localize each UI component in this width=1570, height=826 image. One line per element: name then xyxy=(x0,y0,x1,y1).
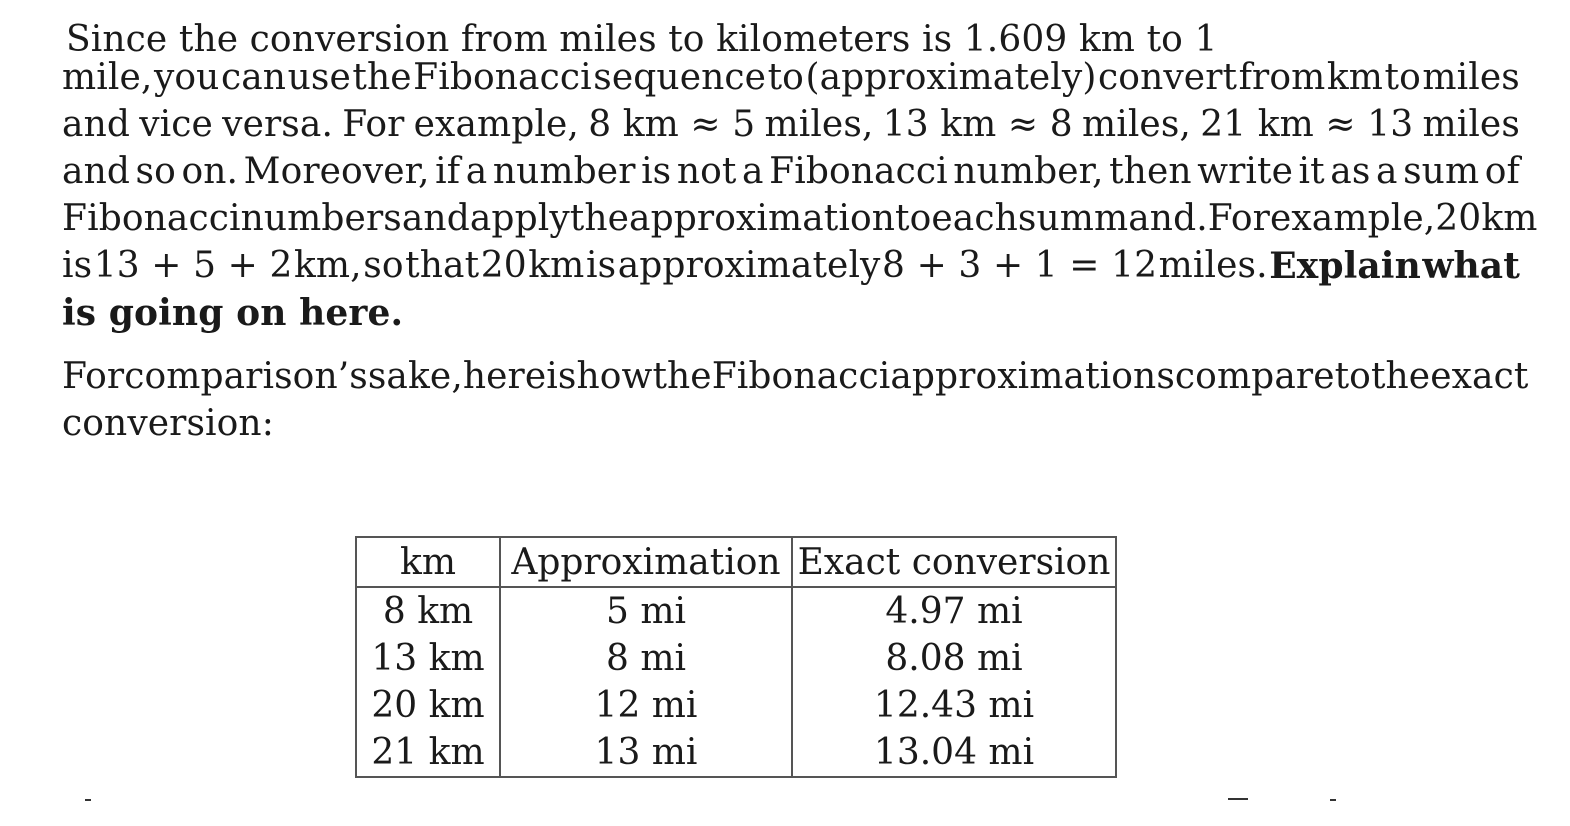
word: convert xyxy=(1098,57,1238,98)
word: how xyxy=(576,356,653,397)
header-exact-conversion: Exact conversion xyxy=(797,541,1111,583)
word: and xyxy=(62,151,130,192)
word: sake, xyxy=(367,356,463,397)
cell-exact: 12.43 mi xyxy=(873,685,1035,726)
word: 8 + 3 + 1 = 12 xyxy=(882,245,1158,286)
paragraph1-line-7-bold xyxy=(62,290,403,336)
word: write xyxy=(1197,151,1293,192)
word: you xyxy=(153,57,220,98)
word: the xyxy=(1370,356,1431,397)
paragraph1-line-6 xyxy=(62,243,1520,289)
word: can xyxy=(220,57,287,98)
cell-exact: 8.08 mi xyxy=(885,638,1023,679)
word: on. xyxy=(181,151,239,192)
word: here xyxy=(462,356,547,397)
cell-approximation: 12 mi xyxy=(500,682,792,729)
word: For xyxy=(1207,198,1270,239)
table-row xyxy=(356,635,1116,682)
word: number xyxy=(492,151,636,192)
word: miles, xyxy=(764,104,874,145)
word: then xyxy=(1109,151,1192,192)
word: km xyxy=(528,245,585,286)
word: Fibonacci xyxy=(413,57,592,98)
text-run: Since the conversion from miles to kilometers is 1.609 km to 1 xyxy=(66,19,1218,60)
word: and xyxy=(401,198,470,239)
word: km, xyxy=(294,245,362,286)
word: so xyxy=(135,151,176,192)
cell-km: 13 km xyxy=(356,635,500,682)
word: For xyxy=(342,104,405,145)
word: approximately xyxy=(617,245,881,286)
table-row xyxy=(356,729,1116,777)
paragraph2-line-2 xyxy=(62,401,274,447)
word: a xyxy=(465,151,488,192)
word: comparison’s xyxy=(124,356,368,397)
word: 13 + 5 + 2 xyxy=(93,245,293,286)
paragraph1-line-4 xyxy=(62,149,1520,195)
word: 20 xyxy=(1435,198,1482,239)
word: of xyxy=(1484,151,1520,192)
cell-km: 8 km xyxy=(356,587,500,635)
word: km xyxy=(1481,198,1538,239)
word: to xyxy=(1384,57,1421,98)
word: For xyxy=(62,356,125,397)
word: example, xyxy=(413,104,579,145)
table-header-row xyxy=(356,537,1116,587)
bold-text: is going on here. xyxy=(62,292,404,334)
scan-artifact-mark xyxy=(1228,798,1248,800)
word: number, xyxy=(953,151,1104,192)
word: so xyxy=(363,245,404,286)
word: each xyxy=(931,198,1018,239)
word: the xyxy=(652,356,712,397)
cell-km: 21 km xyxy=(356,729,500,777)
word: 13 km ≈ 8 xyxy=(882,104,1073,145)
cell-exact: 13.04 mi xyxy=(873,732,1035,773)
text-run: conversion: xyxy=(62,403,274,444)
table-row xyxy=(356,587,1116,635)
word: use xyxy=(287,57,351,98)
word: a xyxy=(742,151,764,192)
word: example, xyxy=(1269,198,1436,239)
word: approximation xyxy=(629,198,896,239)
word: from xyxy=(1238,57,1326,98)
word: 8 km ≈ 5 xyxy=(588,104,756,145)
word: not xyxy=(676,151,737,192)
word: numbers xyxy=(240,198,402,239)
word: the xyxy=(569,198,630,239)
word: Fibonacci xyxy=(769,151,948,192)
cell-approximation: 8 mi xyxy=(500,635,792,682)
bold-word: Explain xyxy=(1269,245,1421,287)
cell-approximation: 5 mi xyxy=(500,587,792,635)
scan-artifact-mark xyxy=(1330,799,1336,801)
word: is xyxy=(62,245,93,286)
word: vice xyxy=(139,104,213,145)
word: to xyxy=(1334,356,1371,397)
cell-approximation: 13 mi xyxy=(500,729,792,777)
word: miles xyxy=(1422,57,1520,98)
word: Fibonacci xyxy=(711,356,891,397)
cell-km: 20 km xyxy=(356,682,500,729)
word: sequence xyxy=(593,57,767,98)
word: 21 km ≈ 13 xyxy=(1200,104,1414,145)
word: a xyxy=(1375,151,1398,192)
word: versa. xyxy=(222,104,333,145)
word: and xyxy=(62,104,130,145)
bold-word: what xyxy=(1422,245,1520,287)
word: miles. xyxy=(1158,245,1268,286)
word: exact xyxy=(1430,356,1529,397)
word: is xyxy=(641,151,672,192)
word: that xyxy=(405,245,480,286)
word: km xyxy=(1326,57,1384,98)
word: apply xyxy=(469,198,570,239)
paragraph1-line-3 xyxy=(62,102,1520,148)
word: is xyxy=(585,245,617,286)
conversion-table xyxy=(355,536,1117,778)
paragraph1-line-2 xyxy=(62,55,1520,101)
word: it xyxy=(1298,151,1325,192)
word: to xyxy=(895,198,932,239)
cell-exact: 4.97 mi xyxy=(885,591,1023,632)
paragraph2-line-1 xyxy=(62,354,1529,400)
word: to xyxy=(767,57,804,98)
word: compare xyxy=(1174,356,1335,397)
word: Fibonacci xyxy=(62,198,241,239)
scan-artifact-mark xyxy=(85,799,91,801)
word: summand. xyxy=(1017,198,1208,239)
header-approximation: Approximation xyxy=(500,537,792,587)
word: sum xyxy=(1403,151,1480,192)
word: Moreover, xyxy=(243,151,430,192)
word: as xyxy=(1330,151,1371,192)
word: is xyxy=(546,356,577,397)
word: if xyxy=(435,151,461,192)
paragraph1-line-5 xyxy=(62,196,1538,242)
word: miles, xyxy=(1081,104,1191,145)
word: 20 xyxy=(480,245,527,286)
header-km: km xyxy=(356,537,500,587)
word: (approximately) xyxy=(805,57,1097,98)
word: approximations xyxy=(890,356,1175,397)
word: the xyxy=(352,57,412,98)
table-row xyxy=(356,682,1116,729)
word: miles xyxy=(1422,104,1520,145)
word: mile, xyxy=(62,57,153,98)
